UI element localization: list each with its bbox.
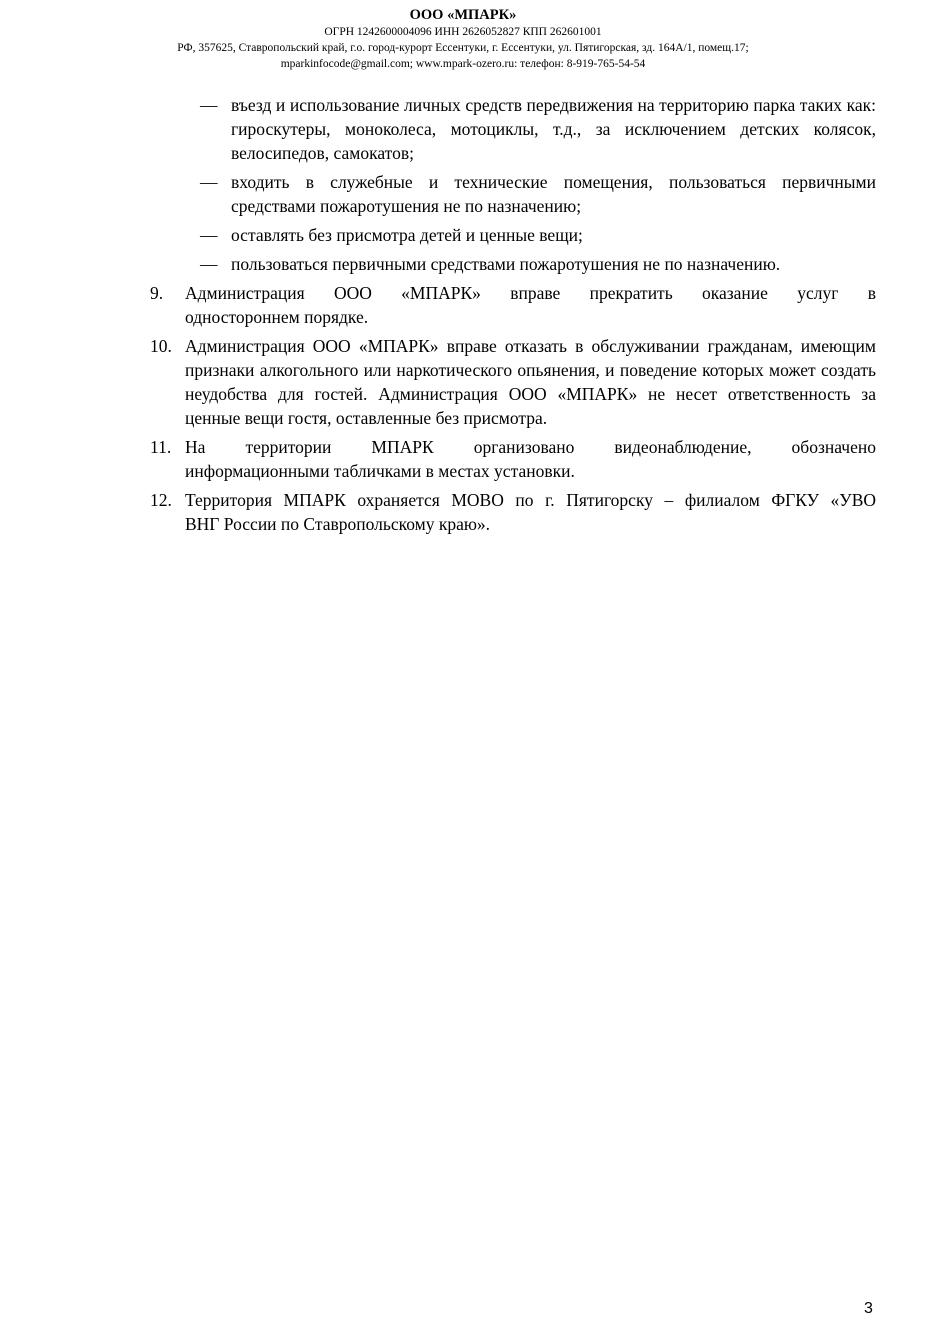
- numbered-item: [150, 435, 876, 483]
- prohibition-text: оставлять без присмотра детей и ценные вещи;: [231, 225, 583, 245]
- item-number: 11.: [150, 437, 172, 457]
- document-body: [150, 93, 876, 541]
- company-name: ООО «МПАРК»: [409, 7, 517, 23]
- company-address: РФ, 357625, Ставропольский край, г.о. город-курорт Ессентуки, г. Ессентуки, ул. Пятигорская, зд. 164А/1, помещ.17;: [177, 42, 749, 54]
- prohibition-item: [150, 223, 876, 247]
- company-contacts: mparkinfocode@gmail.com; www.mpark-ozero.ru: телефон: 8-919-765-54-54: [280, 58, 646, 70]
- item-text: ВНГ России по Ставропольскому краю».: [185, 514, 491, 534]
- numbered-item: [150, 334, 876, 430]
- item-text-first-line: На территории МПАРК организовано видеонаблюдение, обозначено: [185, 437, 876, 457]
- prohibition-text: входить в служебные и технические помещения, пользоваться первичными средствами пожаротушения не по назначению;: [231, 172, 876, 216]
- prohibition-item: [150, 170, 876, 218]
- dash-marker: —: [200, 225, 218, 245]
- item-text: Администрация ООО «МПАРК» вправе отказать в обслуживании гражданам, имеющим признаки алкогольного или наркотического опьянения, и поведение которых может создать неудобства для гостей. Администрация ООО «МПАРК» не несет ответственность за ценные вещи гостя, оставленные без присмотра.: [185, 336, 876, 428]
- letterhead: [0, 6, 926, 72]
- item-text-first-line: Администрация ООО «МПАРК» вправе прекратить оказание услуг в: [185, 283, 876, 303]
- prohibition-item: [150, 93, 876, 165]
- item-text-first-line: Территория МПАРК охраняется МОВО по г. Пятигорску – филиалом ФГКУ «УВО: [185, 490, 876, 510]
- item-number: 12.: [150, 490, 172, 510]
- item-number: 9.: [150, 283, 164, 303]
- page-number: 3: [864, 1300, 873, 1317]
- prohibition-text: въезд и использование личных средств передвижения на территорию парка таких как: гироскутеры, моноколеса, мотоциклы, т.д., за исключением детских колясок, велосипедов, самокатов;: [231, 95, 876, 163]
- dash-marker: —: [200, 172, 218, 192]
- numbered-item: [150, 488, 876, 536]
- prohibition-text: пользоваться первичными средствами пожаротушения не по назначению.: [231, 254, 781, 274]
- item-text: информационными табличками в местах установки.: [185, 461, 575, 481]
- registration-numbers: ОГРН 1242600004096 ИНН 2626052827 КПП 262601001: [324, 26, 602, 38]
- dash-marker: —: [200, 95, 218, 115]
- item-number: 10.: [150, 336, 172, 356]
- dash-marker: —: [200, 254, 218, 274]
- numbered-item: [150, 281, 876, 329]
- item-text: одностороннем порядке.: [185, 307, 369, 327]
- prohibition-item: [150, 252, 876, 276]
